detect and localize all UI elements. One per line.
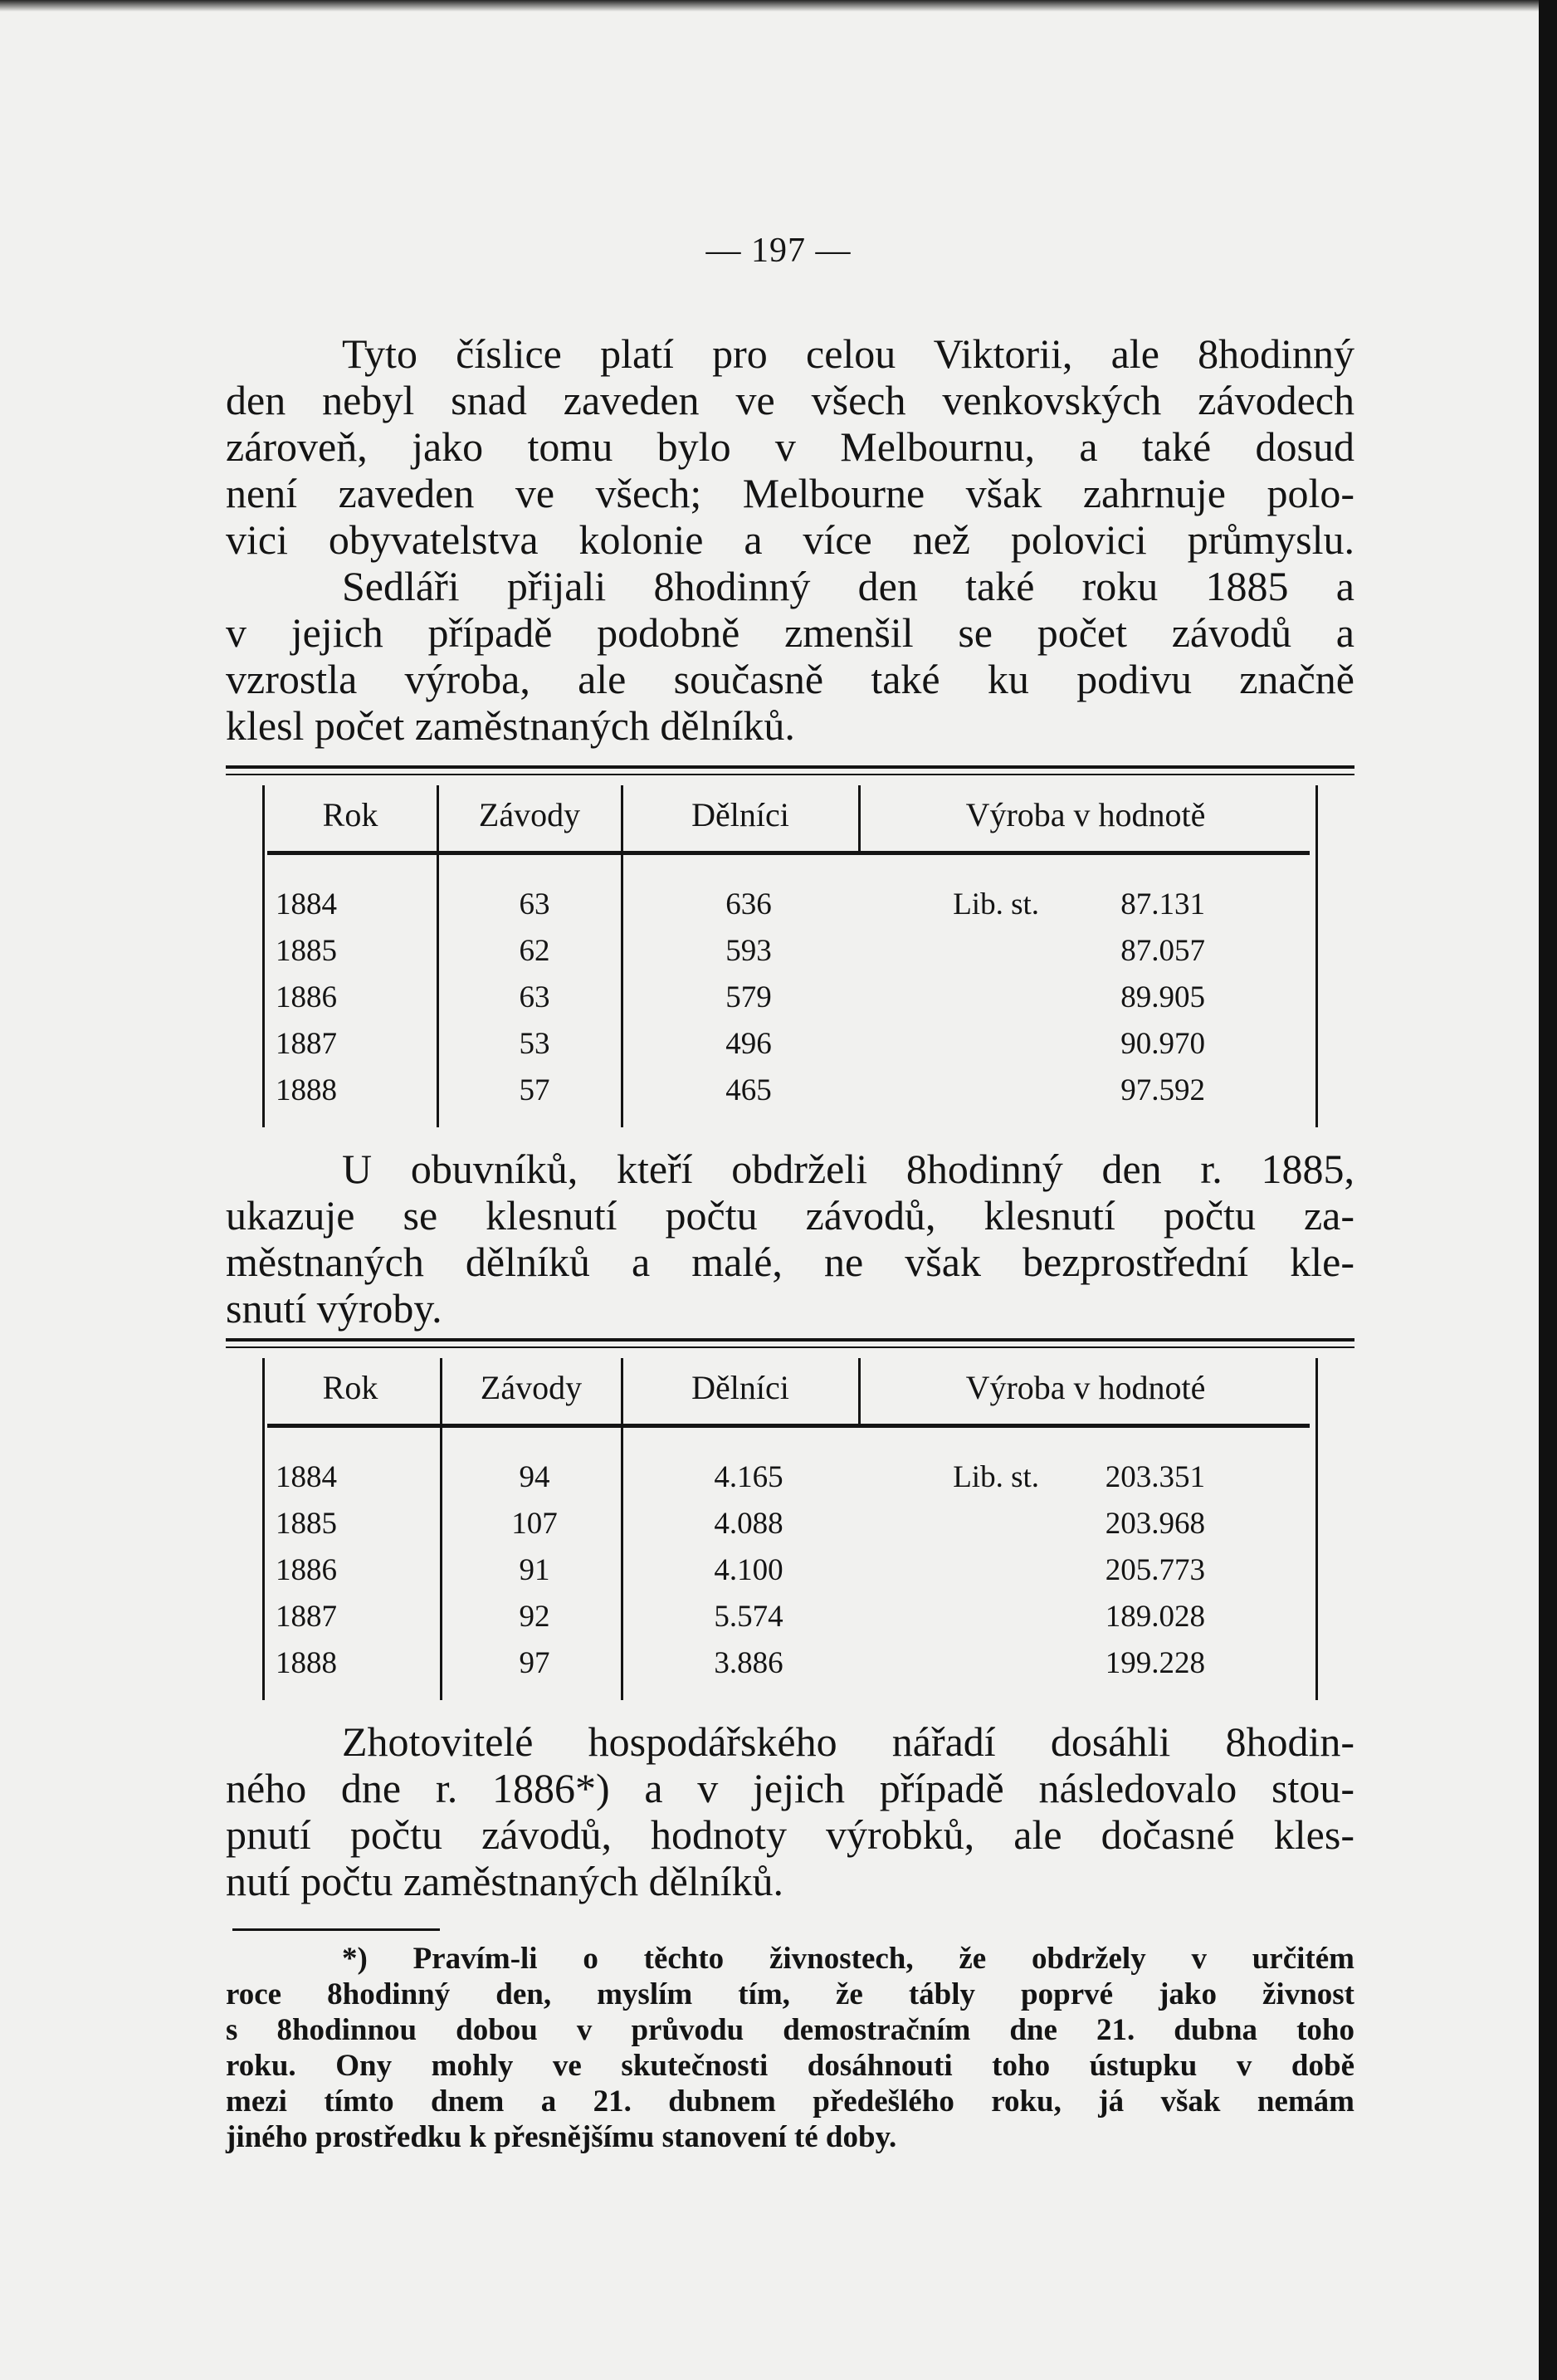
table-sadlers xyxy=(226,765,1354,1131)
header-rok: Rok xyxy=(322,1369,378,1406)
footnote-line: s 8hodinnou dobou v průvodu demostračním dne 21. dubna toho xyxy=(226,2013,1354,2047)
cell-rok: 1887 xyxy=(276,1027,337,1061)
cell-delnici: 5.574 xyxy=(714,1600,783,1634)
column-divider xyxy=(858,785,861,855)
footnote-line: roku. Ony mohly ve skutečnosti dosáhnouti toho ústupku v době xyxy=(226,2049,1354,2083)
table-row xyxy=(226,1068,1354,1114)
cell-rok: 1886 xyxy=(276,980,337,1014)
footnote-line: jiného prostředku k přesnějšímu stanovení té doby. xyxy=(226,2120,897,2154)
cell-zavody: 53 xyxy=(519,1027,550,1061)
footnote xyxy=(226,1941,1354,2155)
cell-delnici: 496 xyxy=(725,1027,772,1061)
cell-currency xyxy=(857,1501,1039,1547)
text-line: Sedláři přijali 8hodinný den také roku 1885 a xyxy=(342,563,1354,609)
cell-vyroba: 89.905 xyxy=(1120,980,1205,1014)
cell-rok: 1888 xyxy=(276,1646,337,1680)
cell-zavody: 97 xyxy=(519,1646,550,1680)
cell-vyroba: 205.773 xyxy=(1105,1553,1205,1587)
column-divider xyxy=(858,1358,861,1428)
cell-currency: Lib. st. xyxy=(953,1460,1039,1494)
footnote-line: *) Pravím-li o těchto živnostech, že obdržely v určitém xyxy=(342,1942,1354,1976)
cell-currency xyxy=(857,975,1039,1021)
footnote-rule xyxy=(232,1928,440,1931)
cell-rok: 1884 xyxy=(276,887,337,921)
table-row xyxy=(226,975,1354,1021)
table-row xyxy=(226,1501,1354,1547)
header-delnici: Dělníci xyxy=(691,1369,789,1406)
paragraph-shoemakers xyxy=(226,1146,1354,1332)
cell-zavody: 107 xyxy=(511,1507,558,1541)
cell-zavody: 92 xyxy=(519,1600,550,1634)
text-line: nutí počtu zaměstnaných dělníků. xyxy=(226,1858,784,1904)
table-rule xyxy=(226,765,1354,769)
cell-currency: Lib. st. xyxy=(953,887,1039,921)
header-rok: Rok xyxy=(322,796,378,833)
text-line: vici obyvatelstva kolonie a více než polovici průmyslu. xyxy=(226,516,1354,563)
cell-vyroba: 199.228 xyxy=(1105,1646,1205,1680)
text-line: není zaveden ve všech; Melbourne však zahrnuje polo- xyxy=(226,470,1354,516)
cell-zavody: 63 xyxy=(519,887,550,921)
cell-rok: 1888 xyxy=(276,1073,337,1107)
header-rule xyxy=(267,851,1310,855)
cell-vyroba: 97.592 xyxy=(1120,1073,1205,1107)
cell-rok: 1886 xyxy=(276,1553,337,1587)
text-line: zároveň, jako tomu bylo v Melbournu, a také dosud xyxy=(226,423,1354,470)
cell-delnici: 4.100 xyxy=(714,1553,783,1587)
text-line: ného dne r. 1886*) a v jejich případě následovalo stou- xyxy=(226,1765,1354,1811)
text-line: Tyto číslice platí pro celou Viktorii, ale 8hodinný xyxy=(342,330,1354,377)
cell-delnici: 465 xyxy=(725,1073,772,1107)
cell-zavody: 91 xyxy=(519,1553,550,1587)
table-rule xyxy=(226,1338,1354,1341)
text-line: městnaných dělníků a malé, ne však bezprostřední kle- xyxy=(226,1239,1354,1285)
cell-delnici: 4.088 xyxy=(714,1507,783,1541)
cell-rok: 1885 xyxy=(276,1507,337,1541)
header-vyroba: Výroba v hodnoté xyxy=(965,1369,1206,1406)
cell-delnici: 593 xyxy=(725,934,772,968)
cell-vyroba: 203.351 xyxy=(1105,1460,1205,1494)
text-line: vzrostla výroba, ale současně také ku podivu značně xyxy=(226,656,1354,702)
footnote-line: roce 8hodinný den, myslím tím, že tábly poprvé jako živnost xyxy=(226,1977,1354,2011)
table-row xyxy=(226,1594,1354,1640)
paragraph-sadlers xyxy=(226,330,1354,749)
cell-currency xyxy=(857,1021,1039,1068)
table-row xyxy=(226,1454,1354,1501)
cell-vyroba: 189.028 xyxy=(1105,1600,1205,1634)
cell-currency xyxy=(857,1640,1039,1687)
cell-zavody: 62 xyxy=(519,934,550,968)
header-vyroba: Výroba v hodnotě xyxy=(965,796,1206,833)
text-line: snutí výroby. xyxy=(226,1285,442,1332)
cell-rok: 1887 xyxy=(276,1600,337,1634)
cell-delnici: 3.886 xyxy=(714,1646,783,1680)
text-line: pnutí počtu závodů, hodnoty výrobků, ale dočasné kles- xyxy=(226,1811,1354,1858)
footnote-line: mezi tímto dnem a 21. dubnem předešlého roku, já však nemám xyxy=(226,2084,1354,2119)
table-row xyxy=(226,1547,1354,1594)
cell-vyroba: 203.968 xyxy=(1105,1507,1205,1541)
cell-zavody: 94 xyxy=(519,1460,550,1494)
header-delnici: Dělníci xyxy=(691,796,789,833)
cell-zavody: 63 xyxy=(519,980,550,1014)
cell-delnici: 4.165 xyxy=(714,1460,783,1494)
text-line: klesl počet zaměstnaných dělníků. xyxy=(226,702,795,749)
text-line: v jejich případě podobně zmenšil se počet závodů a xyxy=(226,609,1354,656)
cell-rok: 1884 xyxy=(276,1460,337,1494)
header-rule xyxy=(267,1424,1310,1428)
page-number: — 197 — xyxy=(705,232,852,270)
text-line: ukazuje se klesnutí počtu závodů, klesnutí počtu za- xyxy=(226,1192,1354,1239)
table-row xyxy=(226,882,1354,928)
cell-vyroba: 87.131 xyxy=(1120,887,1205,921)
table-row xyxy=(226,1021,1354,1068)
table-row xyxy=(226,928,1354,975)
cell-currency xyxy=(857,1068,1039,1114)
cell-vyroba: 87.057 xyxy=(1120,934,1205,968)
text-line: Zhotovitelé hospodářského nářadí dosáhli 8hodin- xyxy=(342,1718,1354,1765)
header-zavody: Závody xyxy=(478,796,581,833)
text-line: U obuvníků, kteří obdrželi 8hodinný den r. 1885, xyxy=(342,1146,1354,1192)
cell-zavody: 57 xyxy=(519,1073,550,1107)
scan-edge-top xyxy=(0,0,1557,12)
cell-delnici: 636 xyxy=(725,887,772,921)
paragraph-implement-makers xyxy=(226,1718,1354,1904)
text-line: den nebyl snad zaveden ve všech venkovských závodech xyxy=(226,377,1354,423)
cell-rok: 1885 xyxy=(276,934,337,968)
header-zavody: Závody xyxy=(480,1369,583,1406)
cell-currency xyxy=(857,1547,1039,1594)
cell-vyroba: 90.970 xyxy=(1120,1027,1205,1061)
table-row xyxy=(226,1640,1354,1687)
table-rule xyxy=(226,774,1354,775)
scan-edge-right xyxy=(1539,0,1557,2380)
table-shoemakers xyxy=(226,1338,1354,1703)
cell-currency xyxy=(857,928,1039,975)
table-rule xyxy=(226,1346,1354,1348)
cell-currency xyxy=(857,1594,1039,1640)
cell-delnici: 579 xyxy=(725,980,772,1014)
